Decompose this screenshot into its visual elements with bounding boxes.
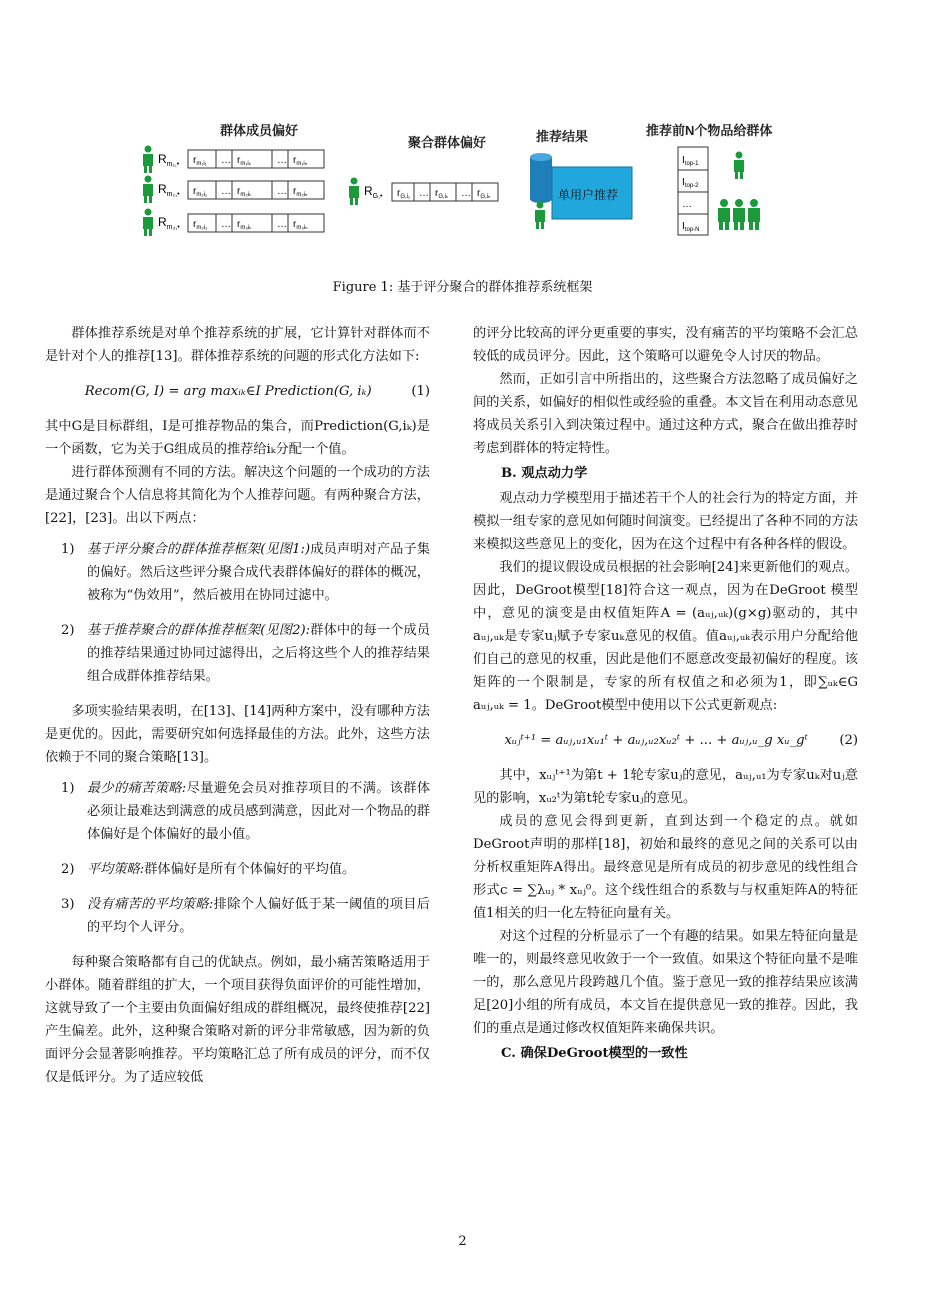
- paragraph: 进行群体预测有不同的方法。解决这个问题的一个成功的方法是通过聚合个人信息将其简化为个人推荐问题。有两种聚合方法，[22]，[23]。出以下两点：: [45, 465, 430, 526]
- paragraph: 的评分比较高的评分更重要的事实，没有痛苦的平均策略不会汇总较低的成员评分。因此，这个策略可以避免令人讨厌的物品。: [473, 326, 858, 364]
- section-heading-c: C. 确保DeGroot模型的一致性: [501, 1046, 688, 1061]
- member-row-2: [143, 176, 180, 204]
- equation-body: Recom(G, I) = arg maxᵢₖ∈I Prediction(G, iₖ): [84, 384, 372, 399]
- paragraph: 然而，正如引言中所指出的，这些聚合方法忽略了成员偏好之间的关系，如偏好的相似性或经验的重叠。本文旨在利用动态意见将成员关系引入到决策过程中。通过这种方式，聚合在做出推荐时考虑到群体的特定特性。: [473, 372, 858, 456]
- paragraph: 成员的意见会得到更新，直到达到一个稳定的点。就如DeGroot声明的那样[18]，初始和最终的意见之间的关系可以由分析权重矩阵A得出。最终意见是所有成员的初步意见的线性组合形式c = ∑λᵤⱼ * xᵤⱼ⁰。这个线性组合的系数与与权重矩阵A的特征值1相关的归一化左特征向量有关。: [473, 814, 858, 921]
- right-column: [473, 322, 858, 1067]
- figure-label-result: 推荐结果: [536, 129, 589, 144]
- figure-label-members: 群体成员偏好: [220, 123, 299, 138]
- rating-cell-label: $r_{m_2i_k}$: [237, 186, 252, 198]
- agg-r-label: $R_{G,•}$: [364, 184, 383, 200]
- rating-cell-label: $r_{m_1i_1}$: [193, 155, 207, 167]
- rating-cell-label: …: [277, 186, 287, 197]
- rating-cell-label: …: [221, 155, 231, 166]
- topn-item: $I_{top-2}$: [682, 177, 699, 189]
- paragraph: 观点动力学模型用于描述若干个人的社会行为的特定方面，并模拟一组专家的意见如何随时间演变。已经提出了各种不同的方法来模拟这些意见上的变化，因为在这个过程中有各种各样的假设。: [473, 491, 858, 552]
- svg-text:Rm₃,•: [158, 215, 180, 231]
- row-r-label: R: [158, 182, 167, 196]
- single-user-label: 单用户推荐: [558, 188, 619, 202]
- person-icon: [349, 178, 359, 206]
- paragraph: 多项实验结果表明，在[13]、[14]两种方案中，没有哪种方法是更优的。因此，需要研究如何选择最佳的方法。此外，这些方法依赖于不同的聚合策略[13]。: [45, 704, 430, 765]
- strategy-list: [45, 777, 430, 939]
- topn-item: $I_{top-N}$: [682, 221, 700, 233]
- figure-label-topn: 推荐前N个物品给群体: [646, 123, 773, 138]
- topn-item: …: [682, 199, 692, 210]
- list-item: 1) 最少的痛苦策略:尽量避免会员对推荐项目的不满。该群体必须让最难达到满意的成员感到满意，因此对一个物品的群体偏好是个体偏好的最小值。: [61, 781, 431, 842]
- equation-number: (1): [411, 384, 430, 399]
- svg-text:Rm₁,•: [158, 152, 180, 168]
- member-row-1: [143, 146, 180, 174]
- row-r-label: R: [158, 152, 167, 166]
- rating-cell-label: $r_{G,i_n}$: [477, 188, 491, 200]
- equation-2: [473, 729, 858, 752]
- equation-number: (2): [839, 733, 858, 748]
- member-row-3: [143, 209, 180, 237]
- person-icon: [734, 152, 744, 180]
- rating-cell-label: $r_{m_2i_1}$: [193, 186, 208, 198]
- rating-cell-label: …: [221, 219, 231, 230]
- rating-cell-label: $r_{m_3i_1}$: [193, 219, 208, 231]
- rating-cell-label: …: [277, 219, 287, 230]
- aggregation-framework-list: [45, 538, 430, 688]
- person-group-icon: [718, 199, 760, 230]
- figure-caption: Figure 1: 基于评分聚合的群体推荐系统框架: [332, 280, 593, 295]
- paragraph: 其中，xᵤⱼᵗ⁺¹为第t + 1轮专家uⱼ的意见，aᵤⱼ,ᵤ₁为专家uₖ对uⱼ意见的影响，xᵤ₂ᵗ为第t轮专家uⱼ的意见。: [473, 768, 858, 806]
- topn-item: $I_{top-1}$: [682, 155, 699, 167]
- person-icon: [143, 176, 153, 204]
- rating-cell-label: $r_{G,i_1}$: [397, 188, 411, 200]
- person-icon: [143, 146, 153, 174]
- figure-label-aggregate: 聚合群体偏好: [408, 135, 487, 150]
- list-item: 3) 没有痛苦的平均策略:排除个人偏好低于某一阈值的项目后的平均个人评分。: [61, 897, 430, 935]
- paragraph: 我们的提议假设成员根据的社会影响[24]来更新他们的观点。因此，DeGroot模型[18]符合这一观点，因为在DeGroot 模型中，意见的演变是由权值矩阵A = (aᵤⱼ,ᵤₖ)(g×g)驱动的，其中aᵤⱼ,ᵤₖ是专家uⱼ赋予专家uₖ意见的权值。值aᵤⱼ,ᵤₖ表示用户分配给他们自己的意见的权重，因此是他们不愿意改变最初偏好的程度。该矩阵的一个限制是，专家的所有权值之和必须为1，即∑ᵤₖ∈G aᵤⱼ,ᵤₖ = 1。DeGroot模型中使用以下公式更新观点:: [473, 560, 858, 713]
- paragraph: 群体推荐系统是对单个推荐系统的扩展，它计算针对群体而不是针对个人的推荐[13]。群体推荐系统的问题的形式化方法如下:: [45, 326, 430, 364]
- person-icon: [143, 209, 153, 237]
- rating-cell-label: $r_{G,i_k}$: [435, 188, 449, 200]
- page-number: 2: [458, 1234, 467, 1249]
- left-column: [45, 322, 430, 1089]
- row-r-sub: m₂,•: [166, 191, 180, 198]
- paragraph: 对这个过程的分析显示了一个有趣的结果。如果左特征向量是唯一的，则最终意见收敛于一个一致值。如果这个特征向量不是唯一的，那么意见片段跨越几个值。鉴于意见一致的推荐结果应该满足[20]小组的所有成员，本文旨在提供意见一致的推荐。因此，我们的重点是通过修改权值矩阵来确保共识。: [473, 929, 858, 1036]
- row-r-sub: m₃,•: [166, 224, 180, 231]
- rating-cell-label: …: [461, 188, 471, 199]
- database-icon: [530, 153, 552, 203]
- list-item: 2) 平均策略:群体偏好是所有个体偏好的平均值。: [61, 862, 356, 877]
- rating-cell-label: $r_{m_3i_k}$: [237, 219, 252, 231]
- rating-cell-label: $r_{m_2i_n}$: [293, 186, 308, 198]
- rating-cell-label: …: [277, 155, 287, 166]
- person-icon: [535, 202, 545, 230]
- row-r-sub: m₁,•: [166, 161, 180, 168]
- list-item: 2) 基于推荐聚合的群体推荐框架(见图2):群体中的每一个成员的推荐结果通过协同过滤得出，之后将这些个人的推荐结果组合成群体推荐结果。: [61, 623, 431, 684]
- equation-1: [45, 380, 430, 403]
- section-heading-b: B. 观点动力学: [501, 466, 588, 481]
- paragraph: 每种聚合策略都有自己的优缺点。例如，最小痛苦策略适用于小群体。随着群组的扩大，一个项目获得负面评价的可能性增加，这就导致了一个主要由负面偏好组成的群组概况，最终使推荐[22]产生偏差。此外，这种聚合策略对新的评分非常敏感，因为新的负面评分会显著影响推荐。平均策略汇总了所有成员的评分，而不仅仅是低评分。为了适应较低: [45, 955, 430, 1085]
- paragraph: 其中G是目标群组，I是可推荐物品的集合，而Prediction(G,iₖ)是一个函数，它为关于G组成员的推荐给iₖ分配一个值。: [45, 419, 430, 457]
- svg-text:Rm₂,•: [158, 182, 180, 198]
- equation-body: xᵤⱼᵗ⁺¹ = aᵤⱼ,ᵤ₁xᵤ₁ᵗ + aᵤⱼ,ᵤ₂xᵤ₂ᵗ + ... + aᵤⱼ,ᵤ_g xᵤ_gᵗ: [504, 733, 808, 748]
- list-item: 1) 基于评分聚合的群体推荐框架(见图1:)成员声明对产品子集的偏好。然后这些评分聚合成代表群体偏好的群体的概况，被称为“伪效用”，然后被用在协同过滤中。: [61, 542, 431, 603]
- rating-cell-label: $r_{m_1i_k}$: [237, 155, 252, 167]
- rating-cell-label: …: [221, 186, 231, 197]
- row-r-label: R: [158, 215, 167, 229]
- rating-cell-label: $r_{m_1i_n}$: [293, 155, 308, 167]
- rating-cell-label: $r_{m_3i_n}$: [293, 219, 308, 231]
- framework-figure: [130, 115, 800, 250]
- rating-cell-label: …: [419, 188, 429, 199]
